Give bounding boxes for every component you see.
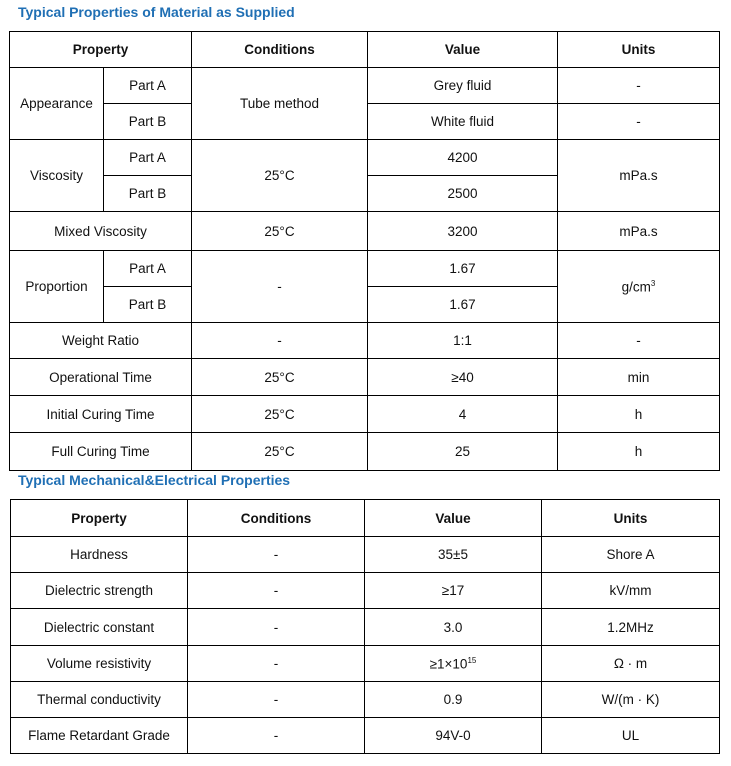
row-condition: -: [188, 609, 365, 646]
row-property: Weight Ratio: [10, 323, 192, 359]
mixed-viscosity-condition: 25°C: [192, 212, 368, 251]
section-title-supplied: Typical Properties of Material as Supplied: [18, 4, 295, 20]
row-units: min: [558, 359, 720, 396]
volume-resistivity-value-sup: 15: [467, 655, 477, 665]
section-title-mechanical-electrical: Typical Mechanical&Electrical Properties: [18, 472, 291, 488]
row-units: kV/mm: [542, 573, 720, 609]
row-condition: -: [192, 323, 368, 359]
volume-resistivity-units: Ω · m: [542, 646, 720, 682]
table-row: [10, 212, 720, 251]
row-value: ≥17: [365, 573, 542, 609]
row-value: 94V-0: [365, 718, 542, 754]
row-units: h: [558, 396, 720, 433]
row-value: 25: [368, 433, 558, 471]
table-row: [10, 433, 720, 471]
row-units: 1.2MHz: [542, 609, 720, 646]
viscosity-part-b-label: Part B: [104, 176, 192, 212]
table-row: [10, 396, 720, 433]
row-value: 4: [368, 396, 558, 433]
mixed-viscosity-label: Mixed Viscosity: [10, 212, 192, 251]
table-row: [11, 718, 720, 754]
row-property: Operational Time: [10, 359, 192, 396]
viscosity-label: Viscosity: [10, 140, 104, 212]
header-units: Units: [558, 32, 720, 68]
table-row: [11, 682, 720, 718]
table-header-row: [11, 500, 720, 537]
appearance-condition: Tube method: [192, 68, 368, 140]
mixed-viscosity-units: mPa.s: [558, 212, 720, 251]
proportion-units-sup: 3: [650, 278, 656, 288]
row-property: Dielectric constant: [11, 609, 188, 646]
volume-resistivity-value: [365, 646, 542, 682]
row-value: 0.9: [365, 682, 542, 718]
appearance-label: Appearance: [10, 68, 104, 140]
header-value: Value: [368, 32, 558, 68]
header-value: Value: [365, 500, 542, 537]
viscosity-part-a-value: 4200: [368, 140, 558, 176]
volume-resistivity-value-base: ≥1×10: [429, 656, 468, 672]
row-property: Thermal conductivity: [11, 682, 188, 718]
table-row: [10, 68, 720, 104]
volume-resistivity-property: Volume resistivity: [11, 646, 188, 682]
table-row: [11, 573, 720, 609]
row-property: Flame Retardant Grade: [11, 718, 188, 754]
row-property: Full Curing Time: [10, 433, 192, 471]
viscosity-part-a-label: Part A: [104, 140, 192, 176]
row-value: ≥40: [368, 359, 558, 396]
row-condition: -: [188, 718, 365, 754]
proportion-units: [558, 251, 720, 323]
header-property: Property: [10, 32, 192, 68]
proportion-condition: -: [192, 251, 368, 323]
row-property: Dielectric strength: [11, 573, 188, 609]
volume-resistivity-condition: -: [188, 646, 365, 682]
row-units: W/(m · K): [542, 682, 720, 718]
table-row: [11, 646, 720, 682]
row-condition: 25°C: [192, 396, 368, 433]
viscosity-condition: 25°C: [192, 140, 368, 212]
appearance-part-b-label: Part B: [104, 104, 192, 140]
row-value: 3.0: [365, 609, 542, 646]
row-value: 35±5: [365, 537, 542, 573]
viscosity-part-b-value: 2500: [368, 176, 558, 212]
table-header-row: [10, 32, 720, 68]
header-units: Units: [542, 500, 720, 537]
row-condition: 25°C: [192, 433, 368, 471]
table-row: [11, 609, 720, 646]
row-condition: -: [188, 537, 365, 573]
proportion-label: Proportion: [10, 251, 104, 323]
table-row: [10, 140, 720, 176]
row-property: Initial Curing Time: [10, 396, 192, 433]
row-condition: -: [188, 682, 365, 718]
mixed-viscosity-value: 3200: [368, 212, 558, 251]
header-conditions: Conditions: [188, 500, 365, 537]
table-row: [11, 537, 720, 573]
row-units: h: [558, 433, 720, 471]
appearance-part-a-value: Grey fluid: [368, 68, 558, 104]
supplied-properties-table: [9, 31, 720, 471]
header-conditions: Conditions: [192, 32, 368, 68]
proportion-part-a-label: Part A: [104, 251, 192, 287]
appearance-part-a-units: -: [558, 68, 720, 104]
mechanical-electrical-table: [10, 499, 720, 754]
row-condition: -: [188, 573, 365, 609]
row-units: UL: [542, 718, 720, 754]
proportion-part-b-label: Part B: [104, 287, 192, 323]
table-row: [10, 359, 720, 396]
row-units: Shore A: [542, 537, 720, 573]
appearance-part-b-value: White fluid: [368, 104, 558, 140]
proportion-part-b-value: 1.67: [368, 287, 558, 323]
proportion-part-a-value: 1.67: [368, 251, 558, 287]
row-property: Hardness: [11, 537, 188, 573]
row-condition: 25°C: [192, 359, 368, 396]
row-value: 1:1: [368, 323, 558, 359]
proportion-units-base: g/cm: [621, 279, 651, 295]
appearance-part-b-units: -: [558, 104, 720, 140]
header-property: Property: [11, 500, 188, 537]
row-units: -: [558, 323, 720, 359]
table-row: [10, 323, 720, 359]
table-row: [10, 251, 720, 287]
appearance-part-a-label: Part A: [104, 68, 192, 104]
viscosity-units: mPa.s: [558, 140, 720, 212]
